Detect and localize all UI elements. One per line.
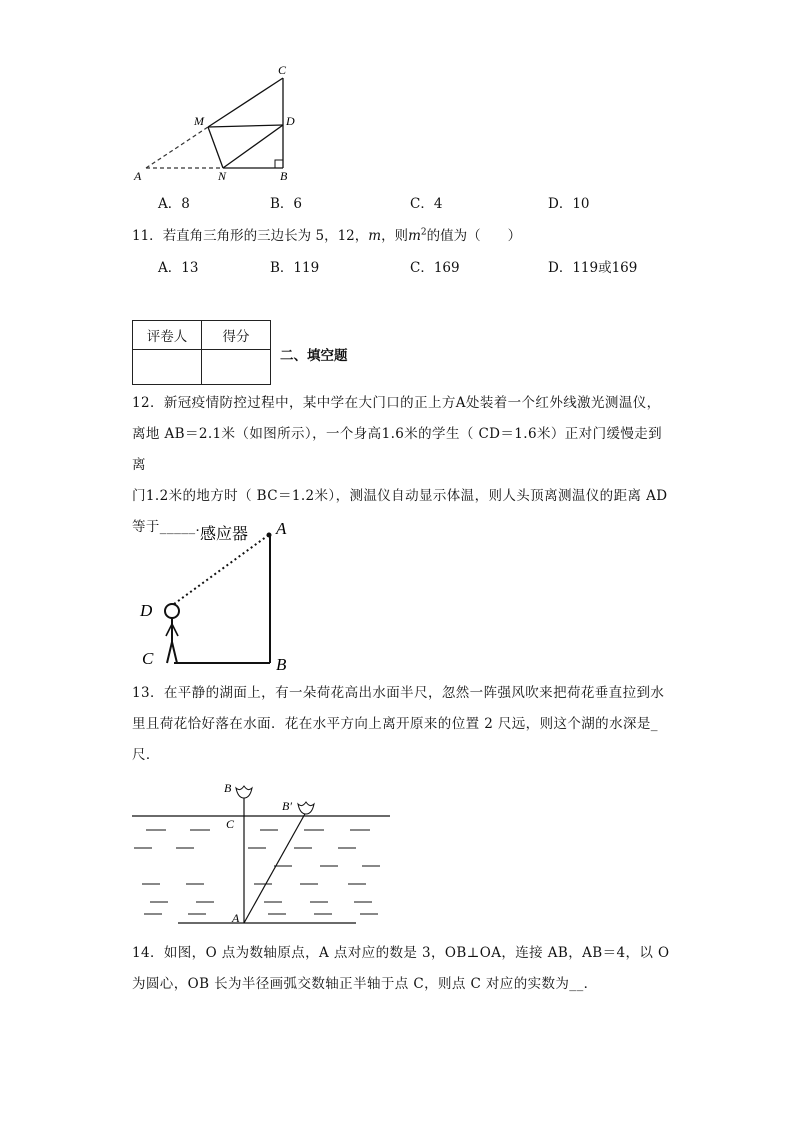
segment-am-dashed <box>146 127 208 168</box>
lotus-stem-bent <box>244 812 306 923</box>
q13-lotus-figure <box>128 776 398 928</box>
q11-option-a[interactable]: A．13 <box>158 260 199 276</box>
q12-line-4: 等于_____． <box>132 519 210 535</box>
label-d: D <box>140 601 153 620</box>
q10-options <box>158 192 678 212</box>
label-b: B <box>276 655 287 674</box>
q11-option-c[interactable]: C．169 <box>410 260 460 276</box>
q11-var-m2: m <box>408 228 421 244</box>
q11-text-a: 若直角三角形的三边长为 5，12， <box>162 228 369 244</box>
lotus-flower-original <box>236 786 252 798</box>
score-table-score-cell[interactable] <box>202 350 271 385</box>
q14-stem <box>132 938 672 1000</box>
q11-sup: 2 <box>420 227 427 238</box>
student-legs <box>167 642 177 663</box>
q12-line-3: 门1.2米的地方时（ BC＝1.2米），测温仪自动显示体温，则人头顶离测温仪的距离 AD <box>132 488 668 504</box>
q10-option-b[interactable]: B．6 <box>270 196 303 212</box>
q10-option-a[interactable]: A．8 <box>158 196 190 212</box>
segment-mn <box>208 127 223 168</box>
q11-option-d[interactable]: D．119或169 <box>548 260 638 276</box>
label-b-prime: B′ <box>282 799 292 813</box>
q11-stem <box>132 224 521 244</box>
q11-text-c: 的值为（ ） <box>426 228 522 244</box>
q11-var-m: m <box>368 228 382 244</box>
label-c: C <box>142 649 154 668</box>
q14-line-1: 14．如图，O 点为数轴原点，A 点对应的数是 3，OB⊥OA，连接 AB，AB＝4，以 O <box>132 945 670 961</box>
sensor-label: 感应器 <box>200 526 249 543</box>
label-c: C <box>226 817 235 831</box>
right-angle-mark <box>275 160 283 168</box>
score-table-grader-cell[interactable] <box>133 350 202 385</box>
label-c: C <box>278 63 287 77</box>
label-d: D <box>286 114 295 128</box>
q11-option-b[interactable]: B．119 <box>270 260 320 276</box>
q11-options <box>158 256 678 276</box>
q13-line-2: 里且荷花恰好落在水面．花在水平方向上离开原来的位置 2 尺远，则这个湖的水深是_ <box>132 716 658 732</box>
water-ripples <box>134 830 380 914</box>
label-a: A <box>232 911 240 925</box>
q10-option-c[interactable]: C．4 <box>410 196 443 212</box>
label-b: B <box>280 169 288 183</box>
q11-number: 11． <box>132 228 163 244</box>
segment-nd <box>223 125 283 168</box>
q10-option-d[interactable]: D．10 <box>548 196 590 212</box>
score-table-header-score: 得分 <box>202 321 271 350</box>
student-head <box>165 604 179 618</box>
sight-line-dotted <box>174 534 270 604</box>
label-n: N <box>218 169 227 183</box>
q10-triangle-figure <box>130 58 300 188</box>
q13-stem <box>132 678 672 771</box>
label-m: M <box>194 114 204 128</box>
label-a: A <box>276 519 287 538</box>
segment-md <box>208 125 283 127</box>
score-table <box>132 320 271 385</box>
q13-line-1: 13．在平静的湖面上，有一朵荷花高出水面半尺，忽然一阵强风吹来把荷花垂直拉到水 <box>132 685 665 701</box>
q12-line-1: 12．新冠疫情防控过程中，某中学在大门口的正上方A处装着一个红外线激光测温仪， <box>132 395 661 411</box>
score-table-header-grader: 评卷人 <box>133 321 202 350</box>
sensor-point <box>267 533 272 538</box>
q12-line-2: 离地 AB＝2.1米（如图所示），一个身高1.6米的学生（ CD＝1.6米）正对门缓慢走到离 <box>132 426 663 473</box>
q11-text-b: ，则 <box>381 228 409 244</box>
label-a: A <box>134 169 142 183</box>
lotus-flower-bent <box>298 802 314 814</box>
segment-mc <box>208 78 283 127</box>
q14-line-2: 为圆心，OB 长为半径画弧交数轴正半轴于点 C，则点 C 对应的实数为__． <box>132 976 598 992</box>
label-b: B <box>224 781 232 795</box>
q12-sensor-figure <box>136 512 296 674</box>
q13-line-3: 尺． <box>132 747 160 763</box>
section-title: 二、填空题 <box>280 348 348 364</box>
